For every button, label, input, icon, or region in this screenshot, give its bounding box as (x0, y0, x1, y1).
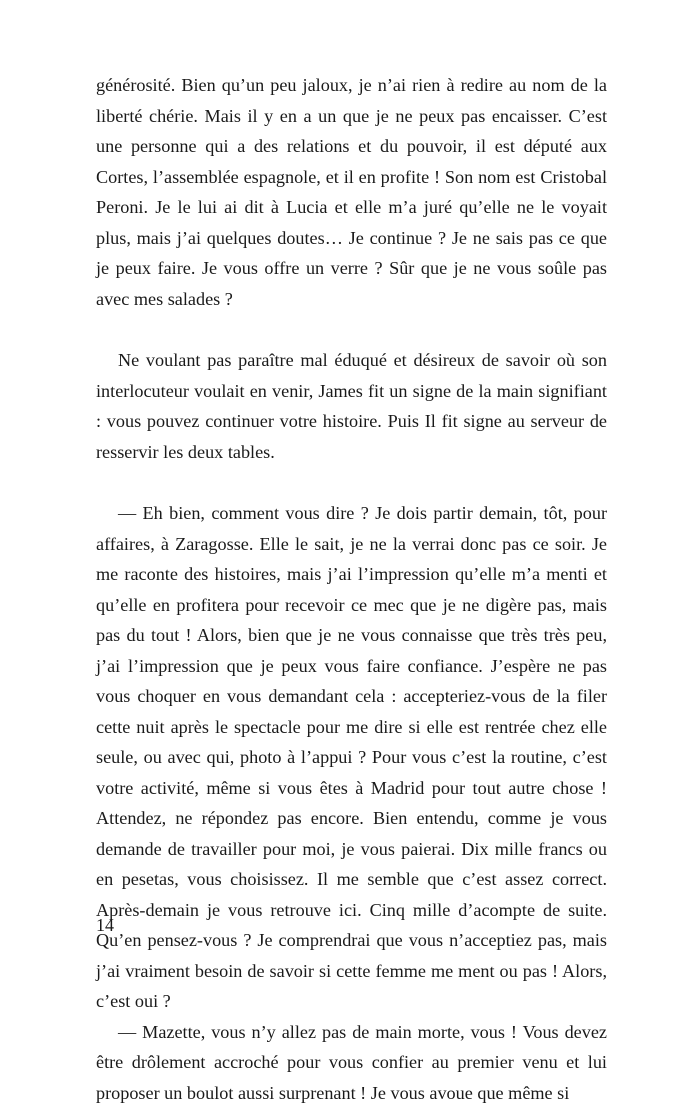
paragraph-dialogue-reply: — Mazette, vous n’y allez pas de main morte, vous ! Vous devez être drôlement accroché pour vous confier au premier venu et lui proposer un boulot aussi surprenant ! Je vous avoue que même si (96, 1017, 607, 1108)
page-body (96, 70, 607, 1108)
paragraph-narration: Ne voulant pas paraître mal éduqué et désireux de savoir où son interlocuteur voulait en venir, James fit un signe de la main signifiant : vous pouvez continuer votre histoire. Puis Il fit signe au serveur de resservir les deux tables. (96, 345, 607, 467)
paragraph-continuation: générosité. Bien qu’un peu jaloux, je n’ai rien à redire au nom de la liberté chérie. Mais il y en a un que je ne peux pas encaisser. C’est une personne qui a des relations et du pouvoir, il est député aux Cortes, l’assemblée espagnole, et il en profite ! Son nom est Cristobal Peroni. Je le lui ai dit à Lucia et elle m’a juré qu’elle ne le voyait plus, mais j’ai quelques doutes… Je continue ? Je ne sais pas ce que je peux faire. Je vous offre un verre ? Sûr que je ne vous soûle pas avec mes salades ? (96, 70, 607, 314)
page-number: 14 (96, 914, 114, 936)
paragraph-dialogue-request: — Eh bien, comment vous dire ? Je dois partir demain, tôt, pour affaires, à Zaragosse. Elle le sait, je ne la verrai donc pas ce soir. Je me raconte des histoires, mais j’ai l’impression qu’elle m’a menti et qu’elle en profitera pour recevoir ce mec que je ne digère pas, mais pas du tout ! Alors, bien que je ne vous connaisse que très très peu, j’ai l’impression que je peux vous faire confiance. J’espère ne pas vous choquer en vous demandant cela : accepteriez-vous de la filer cette nuit après le spectacle pour me dire si elle est rentrée chez elle seule, ou avec qui, photo à l’appui ? Pour vous c’est la routine, c’est votre activité, même si vous êtes à Madrid pour tout autre chose ! Attendez, ne répondez pas encore. Bien entendu, comme je vous demande de travailler pour moi, je vous paierai. Dix mille francs ou en pesetas, vous choisissez. Il me semble que c’est assez correct. Après-demain je vous retrouve ici. Cinq mille d’acompte de suite. Qu’en pensez-vous ? Je comprendrai que vous n’acceptiez pas, mais j’ai vraiment besoin de savoir si cette femme me ment ou pas ! Alors, c’est oui ? (96, 498, 607, 1017)
